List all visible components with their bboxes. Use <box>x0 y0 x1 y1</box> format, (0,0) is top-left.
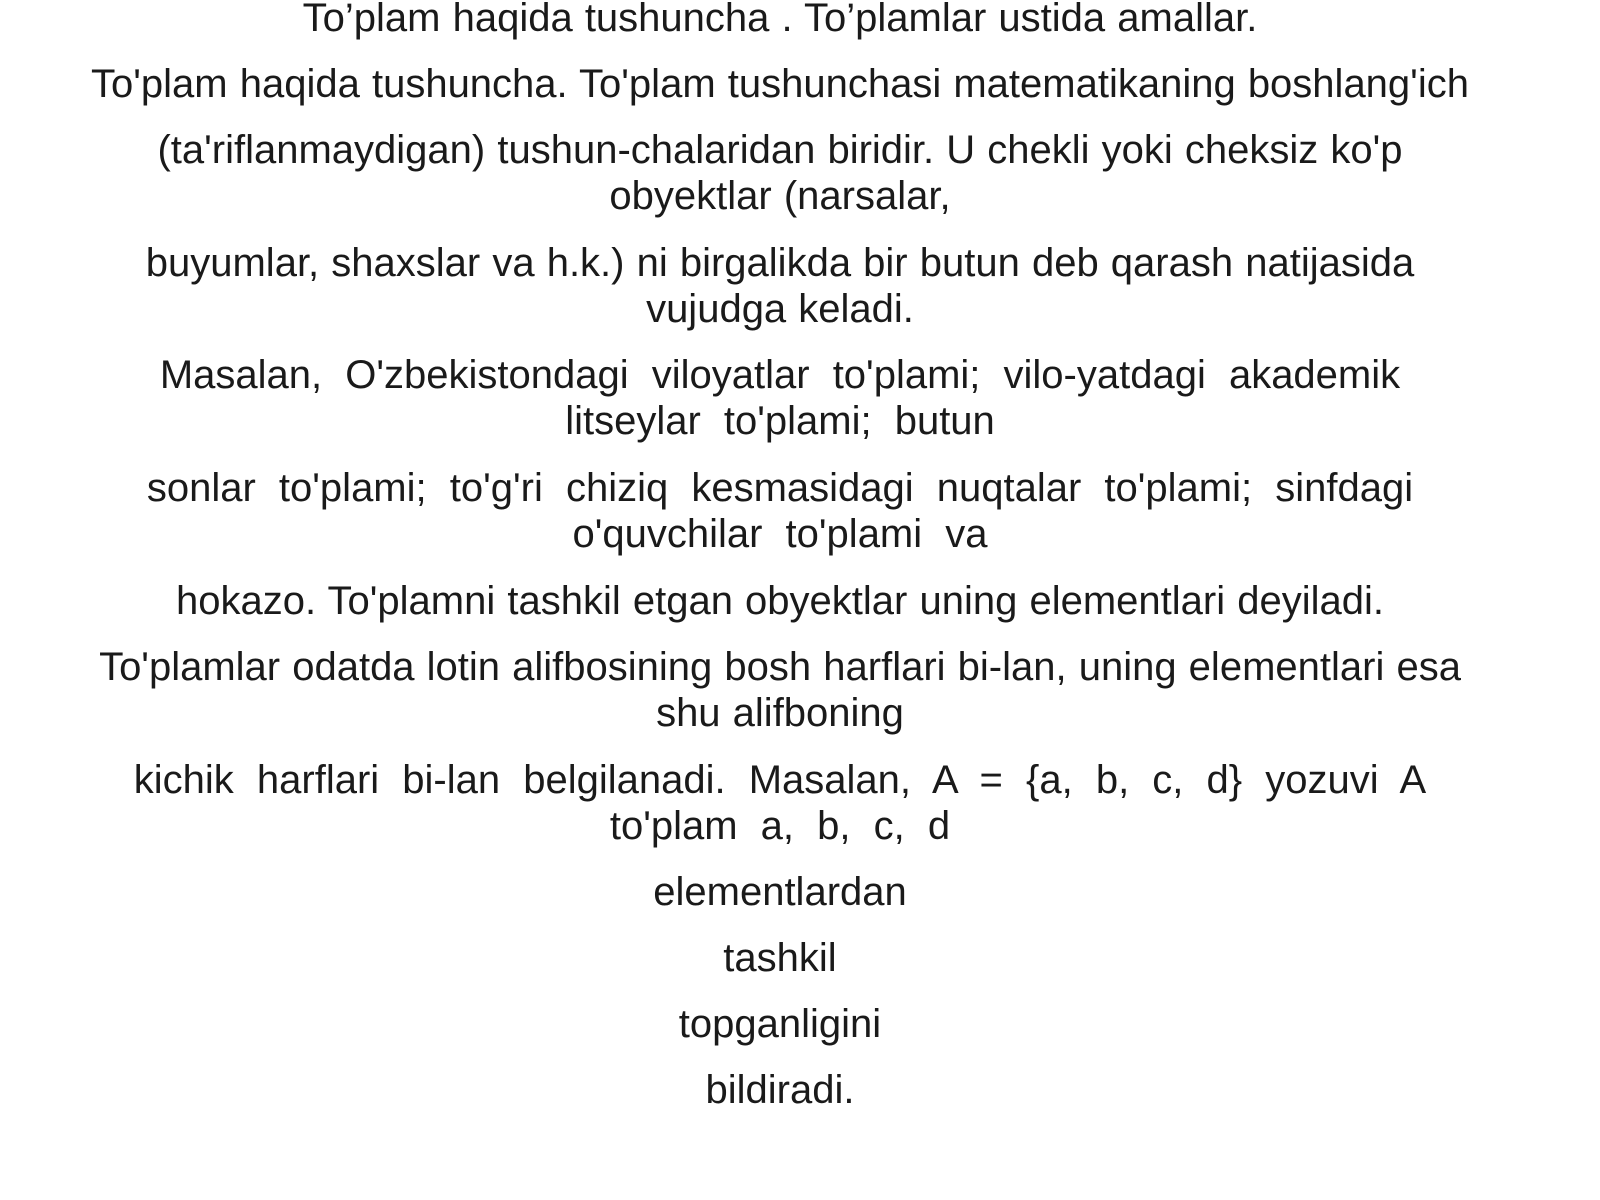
text-line: vujudga keladi. <box>646 287 914 331</box>
text-line: Masalan, O'zbekistondagi viloyatlar to'plami; vilo-yatdagi akademik <box>159 353 1401 397</box>
text-line: (ta'riflanmaydigan) tushun-chalaridan biridir. U chekli yoki cheksiz ko'p <box>157 128 1403 172</box>
text-line: buyumlar, shaxslar va h.k.) ni birgalikda bir butun deb qarash natijasida <box>145 241 1415 285</box>
text-line: litseylar to'plami; butun <box>565 399 995 443</box>
text-line: To'plam haqida tushuncha. To'plam tushunchasi matematikaning boshlang'ich <box>91 62 1469 106</box>
text-line: tashkil <box>723 936 837 980</box>
text-line: To'plamlar odatda lotin alifbosining bosh harflari bi-lan, uning elementlari esa <box>99 645 1461 689</box>
text-line: hokazo. To'plamni tashkil etgan obyektlar uning elementlari deyiladi. <box>176 579 1384 623</box>
document-title: To’plam haqida tushuncha . To’plamlar ustida amallar. <box>302 0 1258 40</box>
text-line: kichik harflari bi-lan belgilanadi. Masalan, A = {a, b, c, d} yozuvi A <box>133 758 1427 802</box>
text-line: sonlar to'plami; to'g'ri chiziq kesmasidagi nuqtalar to'plami; sinfdagi <box>146 466 1414 510</box>
text-line: elementlardan <box>653 870 907 914</box>
text-line: shu alifboning <box>656 691 904 735</box>
text-line: o'quvchilar to'plami va <box>572 512 988 556</box>
text-line: topganligini <box>678 1002 882 1046</box>
text-line: to'plam a, b, c, d <box>609 804 951 848</box>
text-line: bildiradi. <box>705 1068 855 1112</box>
text-line: obyektlar (narsalar, <box>609 174 951 218</box>
